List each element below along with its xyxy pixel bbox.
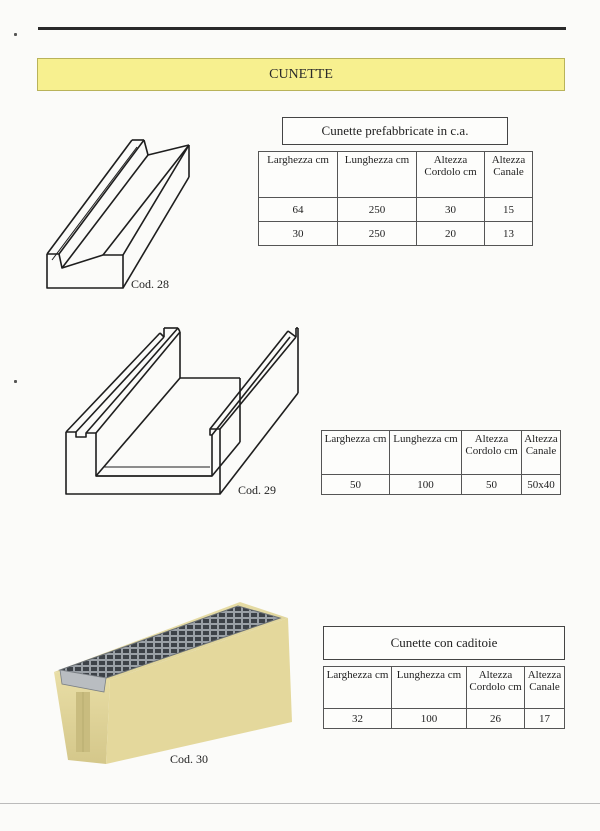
- col-header: Larghezza cm: [259, 152, 338, 198]
- col-header: Lunghezza cm: [392, 667, 467, 709]
- table-row: [324, 709, 565, 729]
- section-title: CUNETTE: [269, 66, 333, 82]
- section-title-banner: [37, 58, 565, 91]
- table-cell: 20: [417, 222, 485, 246]
- product-caption: [323, 626, 565, 660]
- col-header: Lunghezza cm: [390, 431, 462, 475]
- table-cell: 32: [324, 709, 392, 729]
- cod-30-photo: [50, 600, 295, 765]
- col-header: Larghezza cm: [322, 431, 390, 475]
- product-code: Cod. 30: [170, 752, 209, 766]
- table-cell: 250: [338, 198, 417, 222]
- col-header: Altezza Canale: [485, 152, 533, 198]
- col-header: Larghezza cm: [324, 667, 392, 709]
- bottom-rule: [0, 803, 600, 804]
- scan-speck: [14, 380, 17, 383]
- product-code: Cod. 28: [131, 277, 170, 291]
- col-header: Lunghezza cm: [338, 152, 417, 198]
- product-caption: [282, 117, 508, 145]
- product-caption-text: Cunette con caditoie: [390, 635, 498, 650]
- col-header: Altezza Canale: [525, 667, 565, 709]
- table-cell: 100: [392, 709, 467, 729]
- table-cell: 50: [462, 475, 522, 495]
- table-row: [259, 222, 533, 246]
- col-header: Altezza Cordolo cm: [467, 667, 525, 709]
- spec-table: [323, 666, 565, 729]
- top-rule: [38, 27, 566, 30]
- col-header: Altezza Cordolo cm: [462, 431, 522, 475]
- table-row: [259, 198, 533, 222]
- col-header: Altezza Canale: [522, 431, 561, 475]
- spec-table: [321, 430, 561, 495]
- table-cell: 50: [322, 475, 390, 495]
- col-header: Altezza Cordolo cm: [417, 152, 485, 198]
- table-cell: 17: [525, 709, 565, 729]
- table-cell: 50x40: [522, 475, 561, 495]
- cod-29-drawing: [60, 325, 310, 500]
- table-cell: 30: [417, 198, 485, 222]
- scan-speck: [14, 33, 17, 36]
- table-cell: 26: [467, 709, 525, 729]
- cod-28-drawing: [40, 135, 200, 295]
- product-code: Cod. 29: [238, 483, 277, 497]
- table-cell: 64: [259, 198, 338, 222]
- product-caption-text: Cunette prefabbricate in c.a.: [321, 123, 469, 138]
- table-cell: 13: [485, 222, 533, 246]
- spec-table: [258, 151, 533, 246]
- table-cell: 100: [390, 475, 462, 495]
- table-cell: 15: [485, 198, 533, 222]
- table-cell: 30: [259, 222, 338, 246]
- table-cell: 250: [338, 222, 417, 246]
- table-row: [322, 475, 561, 495]
